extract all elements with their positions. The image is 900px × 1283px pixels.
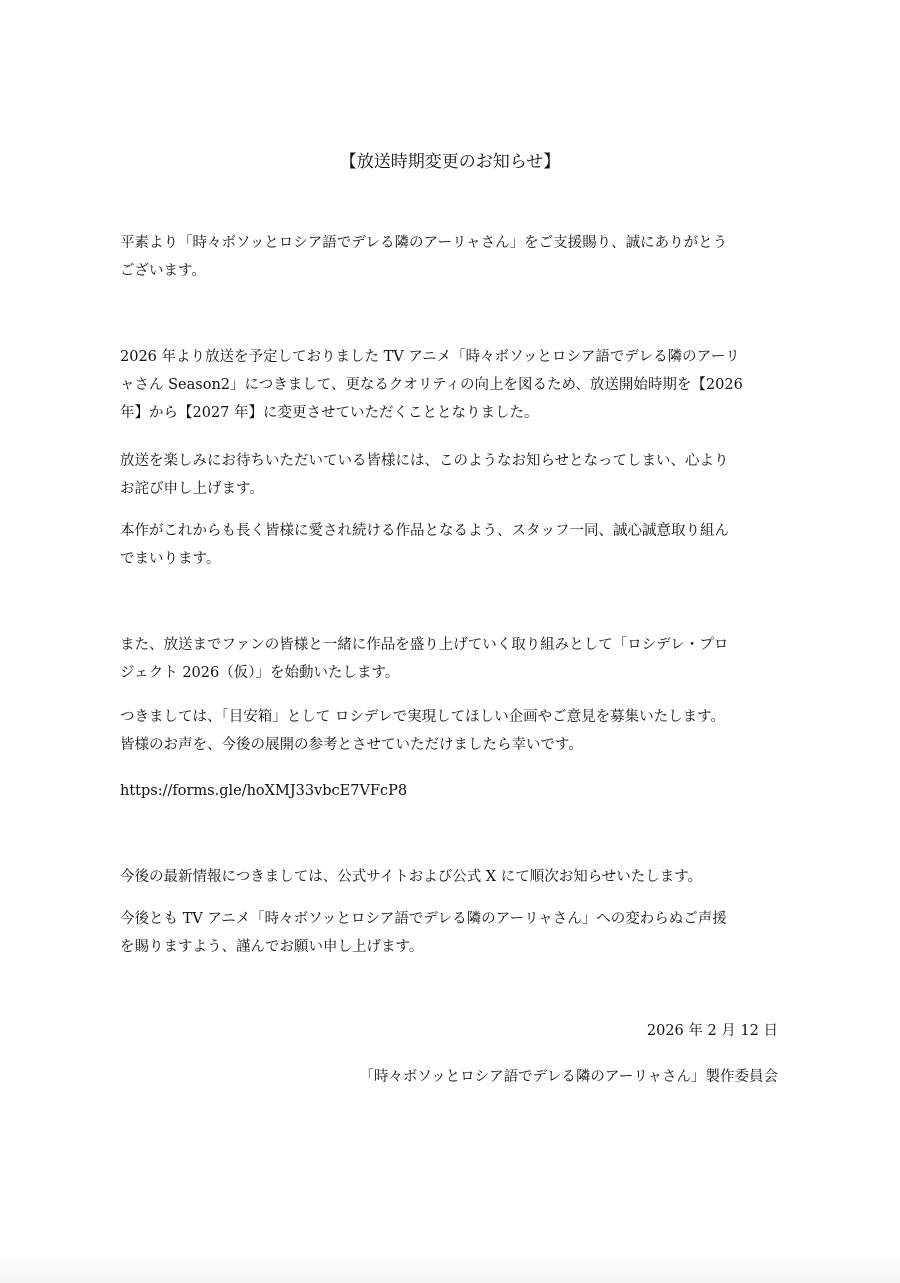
text-line: ございます。 xyxy=(120,263,206,279)
text-line: ャさん Season2」につきまして、更なるクオリティの向上を図るため、放送開始時期を【2026 xyxy=(120,377,743,393)
text-line: 年】から【2027 年】に変更させていただくこととなりました。 xyxy=(120,405,539,421)
text-line: を賜りますよう、謹んでお願い申し上げます。 xyxy=(120,939,424,955)
text-line: お詫び申し上げます。 xyxy=(120,481,264,497)
text-line: 本作がこれからも長く皆様に愛され続ける作品となるよう、スタッフ一同、誠心誠意取り組ん xyxy=(120,523,729,539)
date: 2026 年 2 月 12 日 xyxy=(646,1023,778,1039)
updates-paragraph: 今後の最新情報につきましては、公式サイトおよび公式 X にて順次お知らせいたします。 xyxy=(120,869,703,885)
form-url-link[interactable]: https://forms.gle/hoXMJ33vbcE7VFcP8 xyxy=(120,783,408,799)
text-line: 今後とも TV アニメ「時々ボソッとロシア語でデレる隣のアーリャさん」への変わらぬご声援 xyxy=(120,911,727,927)
text-line: 皆様のお声を、今後の展開の参考とさせていただけましたら幸いです。 xyxy=(120,737,583,753)
signature: 「時々ボソッとロシア語でデレる隣のアーリャさん」製作委員会 xyxy=(359,1069,778,1085)
text-line: つきましては、「目安箱」として ロシデレで実現してほしい企画やご意見を募集いたします。 xyxy=(120,709,725,725)
text-line: 2026 年より放送を予定しておりました TV アニメ「時々ボソッとロシア語でデレる隣のアーリ xyxy=(120,349,740,365)
text-line: ジェクト 2026（仮）」を始動いたします。 xyxy=(120,665,400,681)
text-line: でまいります。 xyxy=(120,551,221,567)
text-line: 放送を楽しみにお待ちいただいている皆様には、このようなお知らせとなってしまい、心より xyxy=(120,453,729,469)
page-bottom-edge xyxy=(0,1253,900,1283)
page-title: 【放送時期変更のお知らせ】 xyxy=(339,152,561,172)
text-line: また、放送までファンの皆様と一緒に作品を盛り上げていく取り組みとして「ロシデレ・プロ xyxy=(120,637,729,653)
text-line: 平素より「時々ボソッとロシア語でデレる隣のアーリャさん」をご支援賜り、誠にありがとう xyxy=(120,235,728,251)
